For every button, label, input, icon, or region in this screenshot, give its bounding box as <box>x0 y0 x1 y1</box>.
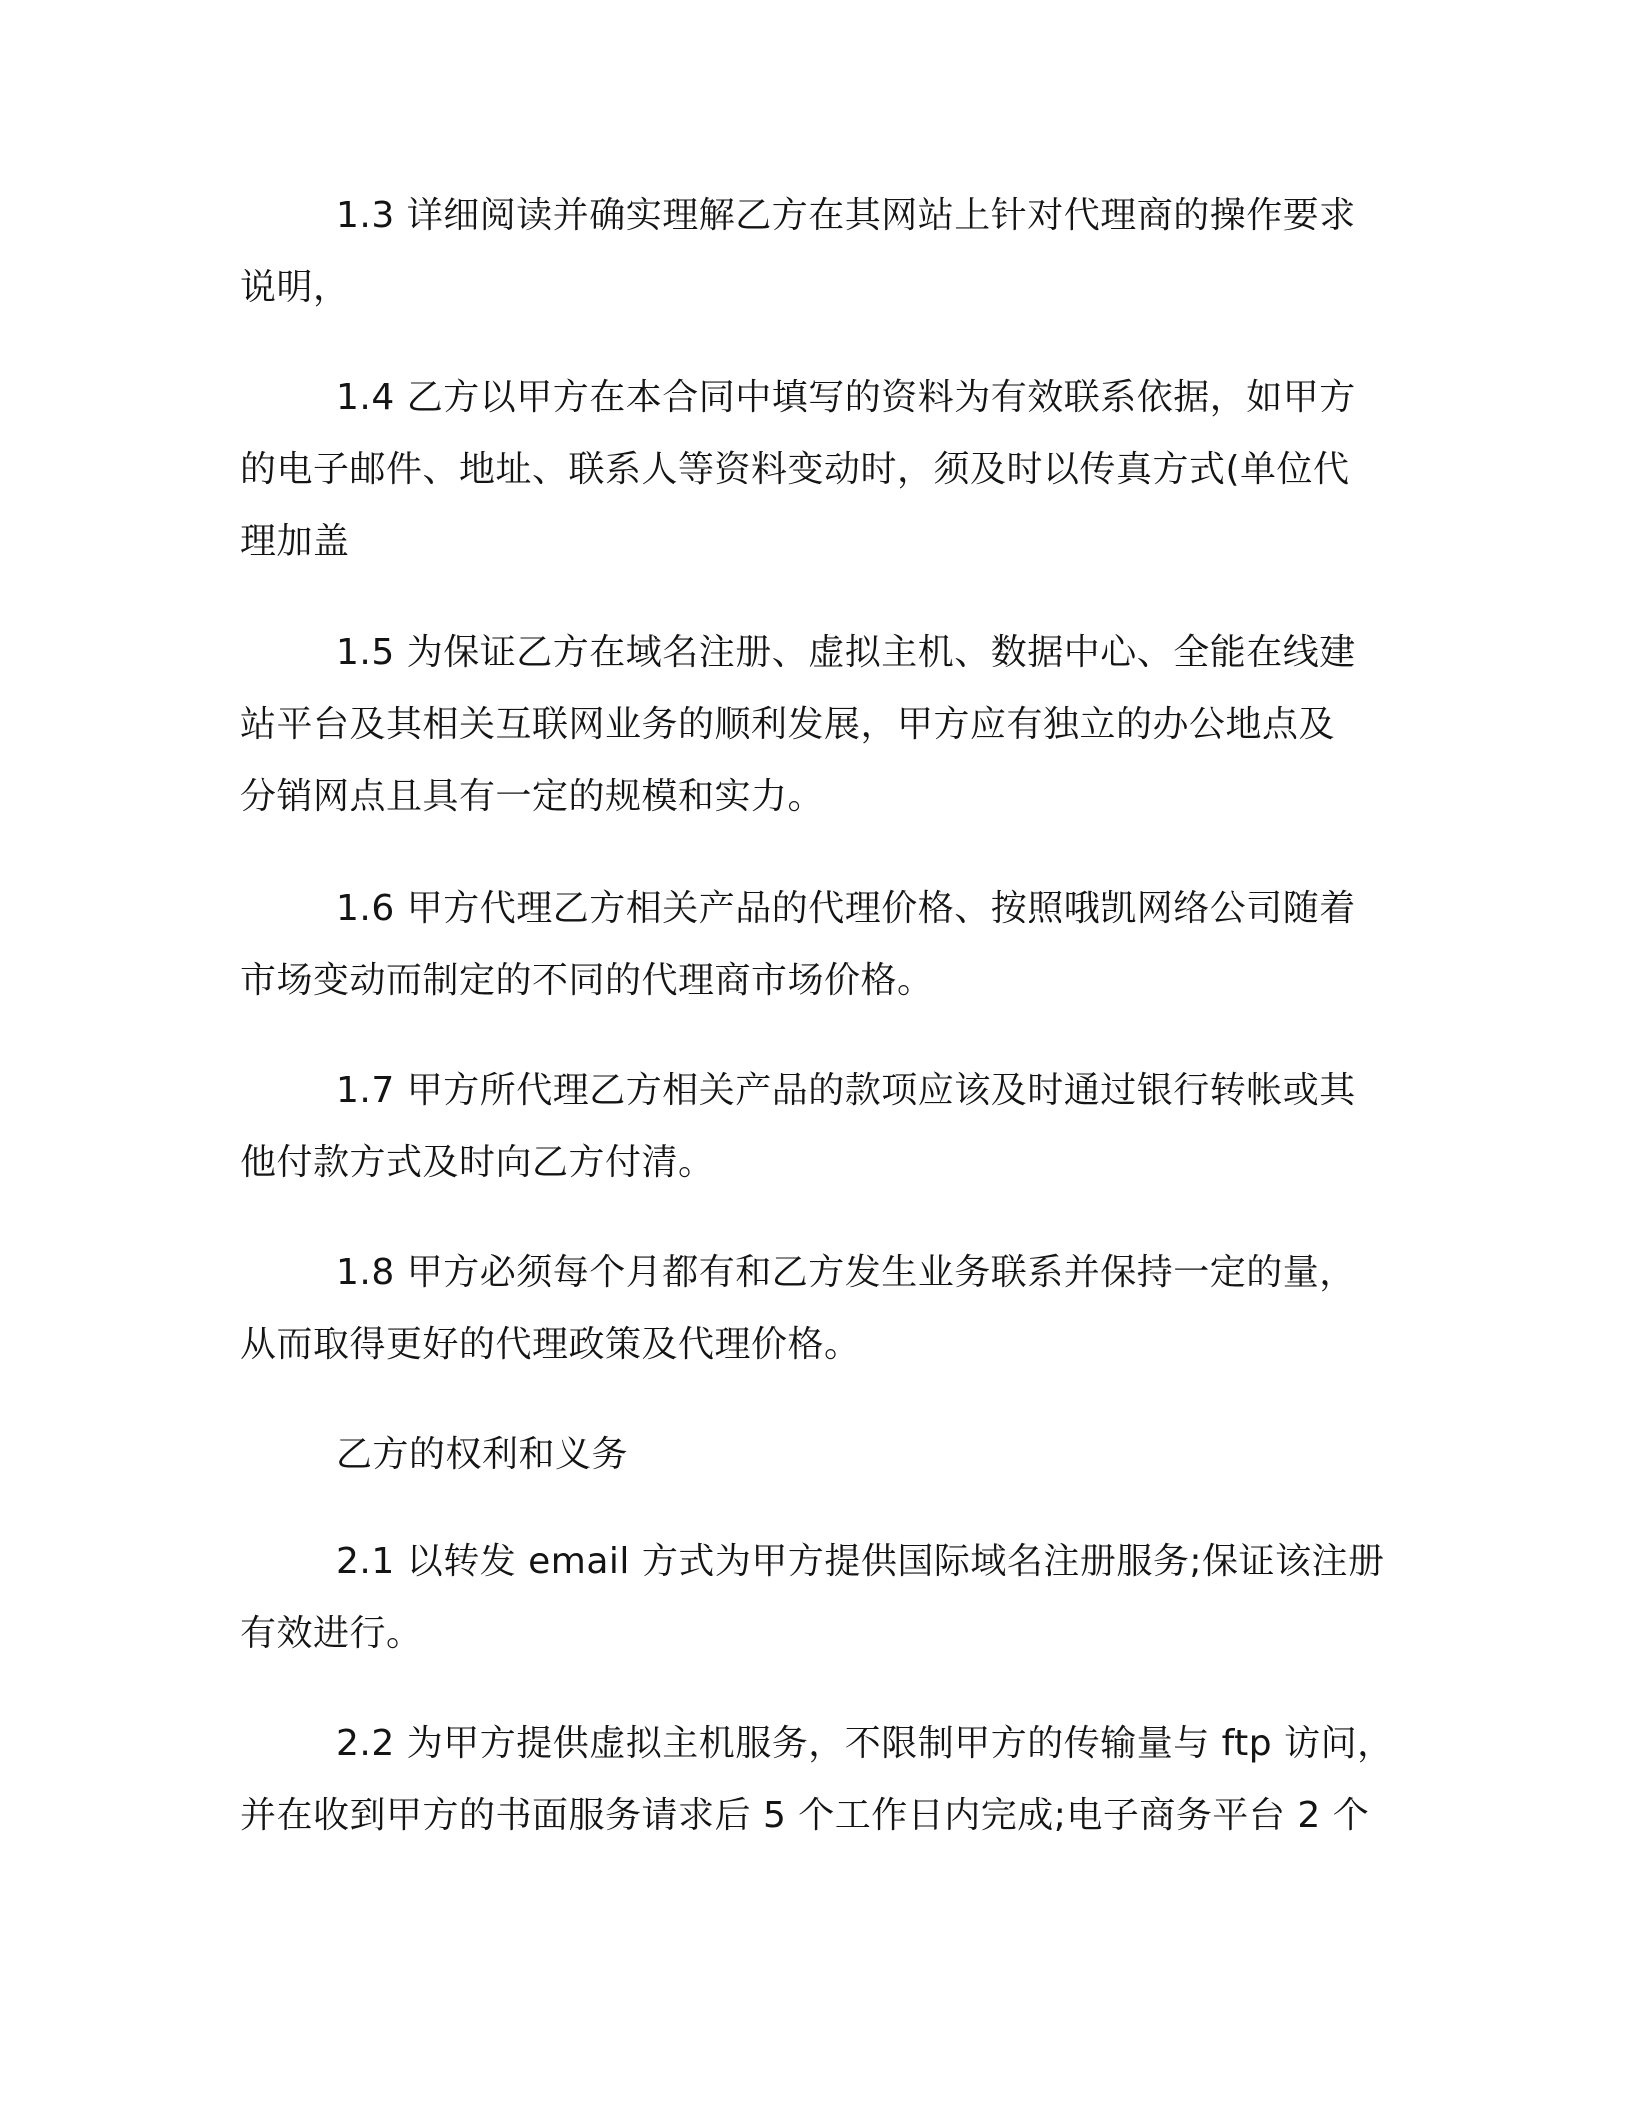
clause-2-2 <box>240 1708 1394 1852</box>
clause-1-3 <box>240 180 1380 324</box>
paragraph-line: 2.1 以转发 email 方式为甲方提供国际域名注册服务;保证该注册 <box>336 1541 1385 1582</box>
paragraph-line: 的电子邮件、地址、联系人等资料变动时，须及时以传真方式(单位代 <box>240 449 1350 490</box>
paragraph-line: 1.7 甲方所代理乙方相关产品的款项应该及时通过银行转帐或其 <box>336 1070 1356 1111</box>
clause-2-1 <box>240 1526 1385 1670</box>
clause-1-8 <box>240 1237 1380 1381</box>
clause-1-6 <box>240 873 1380 1017</box>
paragraph-line: 1.4 乙方以甲方在本合同中填写的资料为有效联系依据，如甲方 <box>336 377 1356 418</box>
paragraph-line: 有效进行。 <box>240 1613 423 1654</box>
paragraph-line: 站平台及其相关互联网业务的顺利发展，甲方应有独立的办公地点及 <box>240 704 1336 745</box>
paragraph-line: 市场变动而制定的不同的代理商市场价格。 <box>240 960 934 1001</box>
paragraph-line: 1.5 为保证乙方在域名注册、虚拟主机、数据中心、全能在线建 <box>336 632 1356 673</box>
paragraph-line: 分销网点且具有一定的规模和实力。 <box>240 776 825 817</box>
paragraph-line: 2.2 为甲方提供虚拟主机服务，不限制甲方的传输量与 ftp 访问， <box>336 1723 1394 1764</box>
section-heading-text: 乙方的权利和义务 <box>336 1434 629 1475</box>
paragraph-line: 1.6 甲方代理乙方相关产品的代理价格、按照哦凯网络公司随着 <box>336 888 1356 929</box>
paragraph-line: 1.3 详细阅读并确实理解乙方在其网站上针对代理商的操作要求 <box>336 195 1356 236</box>
paragraph-line: 他付款方式及时向乙方付清。 <box>240 1142 715 1183</box>
paragraph-line: 从而取得更好的代理政策及代理价格。 <box>240 1324 861 1365</box>
clause-1-7 <box>240 1055 1380 1199</box>
paragraph-line: 理加盖 <box>240 521 350 562</box>
paragraph-line: 并在收到甲方的书面服务请求后 5 个工作日内完成;电子商务平台 2 个 <box>240 1795 1370 1836</box>
paragraph-line: 1.8 甲方必须每个月都有和乙方发生业务联系并保持一定的量， <box>336 1252 1356 1293</box>
paragraph-line: 说明， <box>240 267 350 308</box>
section-heading <box>240 1419 1380 1491</box>
clause-1-5 <box>240 617 1380 833</box>
clause-1-4 <box>240 362 1380 578</box>
